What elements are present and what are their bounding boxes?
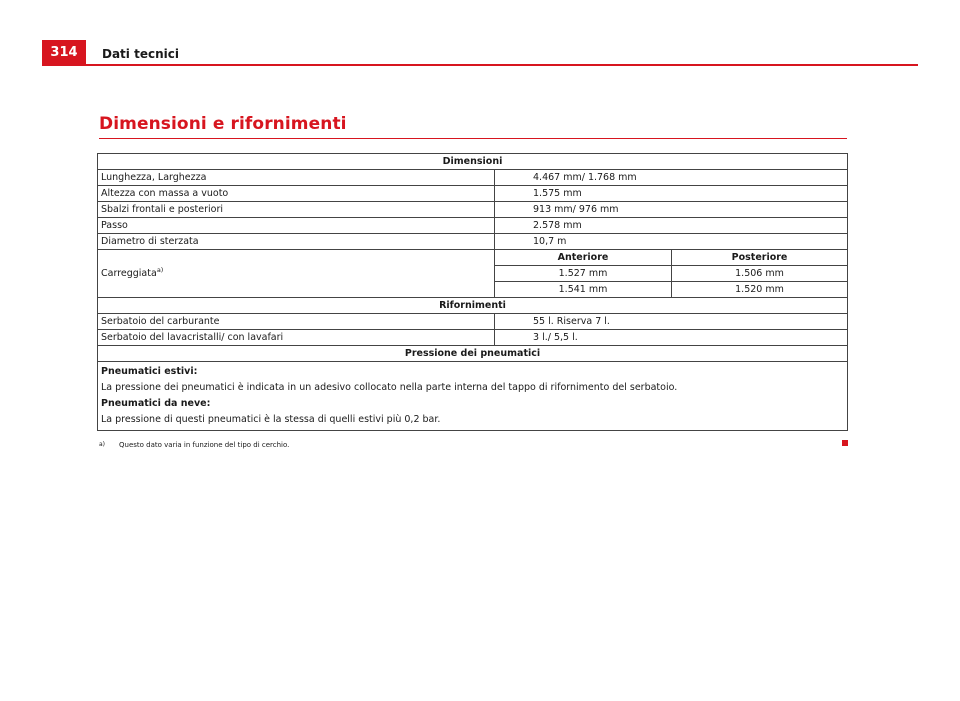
rear-value: 1.506 mm bbox=[672, 266, 848, 282]
footnote-ref: a) bbox=[156, 265, 164, 274]
table-row bbox=[98, 250, 848, 266]
row-value: 10,7 m bbox=[495, 234, 848, 250]
row-value: 4.467 mm/ 1.768 mm bbox=[495, 170, 848, 186]
row-label: Diametro di sterzata bbox=[98, 234, 495, 250]
table-row bbox=[98, 314, 848, 330]
footnote-text: Questo dato varia in funzione del tipo di cerchio. bbox=[119, 441, 290, 449]
section-title: Dimensioni e rifornimenti bbox=[99, 114, 347, 134]
table-row bbox=[98, 186, 848, 202]
snow-tyres-heading: Pneumatici da neve: bbox=[101, 398, 211, 409]
table-row bbox=[98, 362, 848, 431]
row-value: 3 l./ 5,5 l. bbox=[495, 330, 848, 346]
front-value: 1.541 mm bbox=[495, 282, 672, 298]
row-value: 55 l. Riserva 7 l. bbox=[495, 314, 848, 330]
rifornimenti-heading: Rifornimenti bbox=[98, 298, 848, 314]
dimensioni-heading: Dimensioni bbox=[98, 154, 848, 170]
row-value: 1.575 mm bbox=[495, 186, 848, 202]
front-value: 1.527 mm bbox=[495, 266, 672, 282]
table-section-header bbox=[98, 298, 848, 314]
row-label: Serbatoio del lavacristalli/ con lavafari bbox=[98, 330, 495, 346]
footnote bbox=[99, 441, 289, 449]
carreggiata-label-cell bbox=[98, 250, 495, 298]
carreggiata-label: Carreggiata bbox=[101, 268, 157, 279]
table-row bbox=[98, 202, 848, 218]
table-row bbox=[98, 170, 848, 186]
page-number-badge: 314 bbox=[42, 40, 86, 66]
table-section-header bbox=[98, 346, 848, 362]
specs-table bbox=[97, 153, 848, 431]
pressione-heading: Pressione dei pneumatici bbox=[98, 346, 848, 362]
row-label: Altezza con massa a vuoto bbox=[98, 186, 495, 202]
row-value: 913 mm/ 976 mm bbox=[495, 202, 848, 218]
summer-tyres-text: La pressione dei pneumatici è indicata in un adesivo collocato nella parte interna del tappo di rifornimento del serbatoio. bbox=[101, 382, 678, 393]
section-end-marker bbox=[842, 440, 848, 446]
table-row bbox=[98, 218, 848, 234]
row-label: Serbatoio del carburante bbox=[98, 314, 495, 330]
tyre-pressure-cell bbox=[98, 362, 848, 431]
header-title: Dati tecnici bbox=[102, 47, 179, 61]
snow-tyres-text: La pressione di questi pneumatici è la stessa di quelli estivi più 0,2 bar. bbox=[101, 414, 441, 425]
summer-tyres-heading: Pneumatici estivi: bbox=[101, 366, 198, 377]
footnote-mark: a) bbox=[99, 441, 106, 448]
rear-value: 1.520 mm bbox=[672, 282, 848, 298]
col-header-rear: Posteriore bbox=[672, 250, 848, 266]
col-header-front: Anteriore bbox=[495, 250, 672, 266]
row-label: Lunghezza, Larghezza bbox=[98, 170, 495, 186]
header-rule bbox=[86, 64, 918, 66]
section-rule bbox=[99, 138, 847, 139]
row-label: Sbalzi frontali e posteriori bbox=[98, 202, 495, 218]
table-row bbox=[98, 234, 848, 250]
table-row bbox=[98, 330, 848, 346]
row-value: 2.578 mm bbox=[495, 218, 848, 234]
row-label: Passo bbox=[98, 218, 495, 234]
table-section-header bbox=[98, 154, 848, 170]
